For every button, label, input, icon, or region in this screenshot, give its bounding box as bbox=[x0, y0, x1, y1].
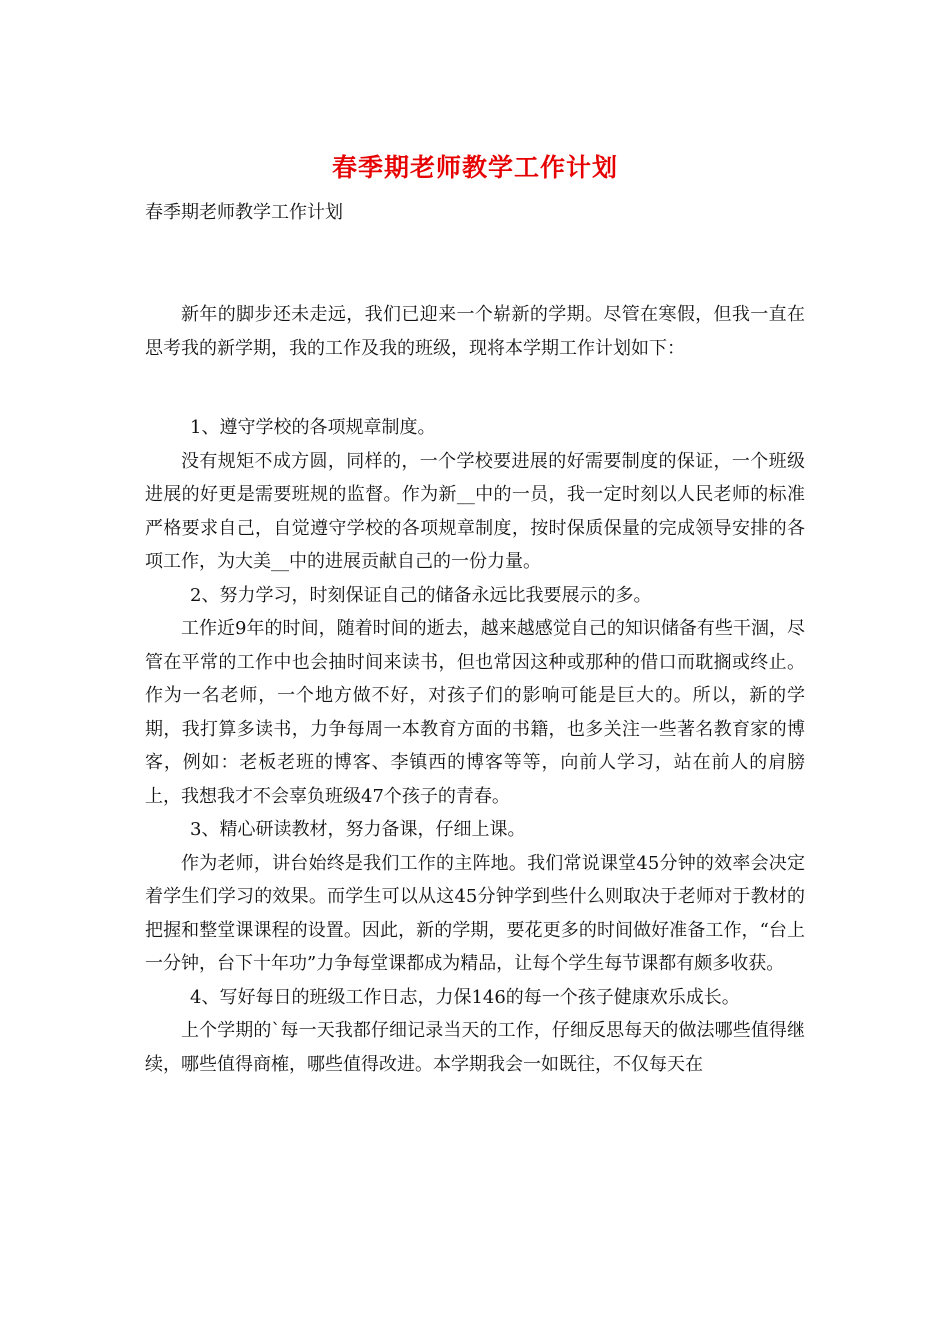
document-subtitle: 春季期老师教学工作计划 bbox=[145, 202, 343, 223]
section-heading-4: 4、写好每日的班级工作日志，力保146的每一个孩子健康欢乐成长。 bbox=[190, 986, 740, 1008]
section-heading-3: 3、精心研读教材，努力备课，仔细上课。 bbox=[190, 819, 526, 840]
intro-paragraph: 新年的脚步还未走远，我们已迎来一个崭新的学期。尽管在寒假，但我一直在思考我的新学期，我的工作及我的班级，现将本学期工作计划如下： bbox=[145, 304, 805, 359]
section-body-4: 上个学期的`每一天我都仔细记录当天的工作，仔细反思每天的做法哪些值得继续，哪些值得商榷，哪些值得改进。本学期我会一如既往，不仅每天在 bbox=[145, 1020, 805, 1075]
document-title: 春季期老师教学工作计划 bbox=[331, 153, 618, 182]
section-heading-2: 2、努力学习，时刻保证自己的储备永远比我要展示的多。 bbox=[190, 584, 652, 606]
section-body-1: 没有规矩不成方圆，同样的，一个学校要进展的好需要制度的保证，一个班级进展的好更是需要班规的监督。作为新__中的一员，我一定时刻以人民老师的标准严格要求自己，自觉遵守学校的各项规章制度，按时保质保量的完成领导安排的各项工作，为大美__中的进展贡献自己的一份力量。 bbox=[145, 450, 805, 572]
section-body-3: 作为老师，讲台始终是我们工作的主阵地。我们常说课堂45分钟的效率会决定着学生们学习的效果。而学生可以从这45分钟学到些什么则取决于老师对于教材的把握和整堂课课程的设置。因此，新的学期，要花更多的时间做好准备工作，“台上一分钟，台下十年功”力争每堂课都成为精品，让每个学生每节课都有颇多收获。 bbox=[145, 852, 805, 974]
section-body-2: 工作近9年的时间，随着时间的逝去，越来越感觉自己的知识储备有些干涸，尽管在平常的工作中也会抽时间来读书，但也常因这种或那种的借口而耽搁或终止。作为一名老师，一个地方做不好，对孩子们的影响可能是巨大的。所以，新的学期，我打算多读书，力争每周一本教育方面的书籍，也多关注一些著名教育家的博客，例如：老板老班的博客、李镇西的博客等等，向前人学习，站在前人的肩膀上，我想我才不会辜负班级47个孩子的青春。 bbox=[145, 618, 805, 807]
section-heading-1: 1、遵守学校的各项规章制度。 bbox=[190, 417, 436, 438]
document-body bbox=[145, 298, 805, 1081]
